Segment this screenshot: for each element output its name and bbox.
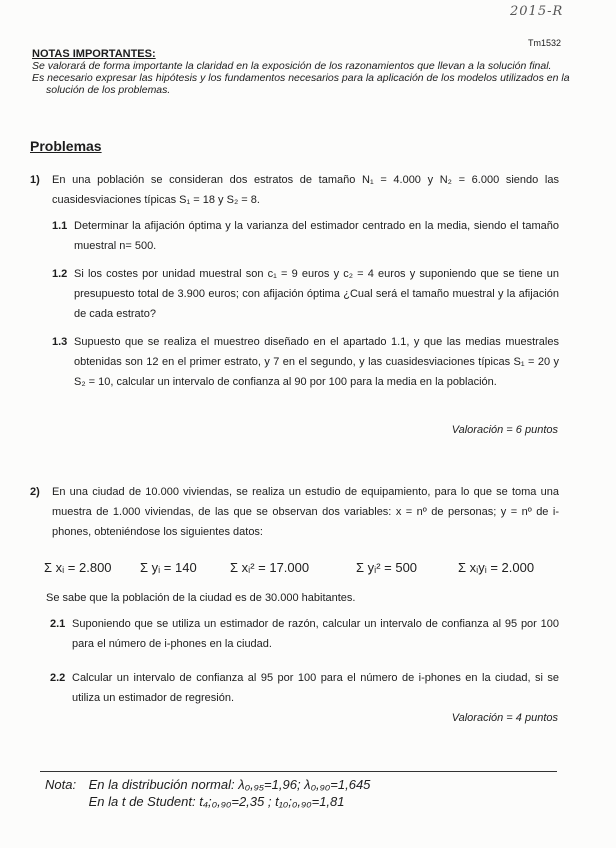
- important-notes: [32, 48, 572, 96]
- footnote-normal: En la distribución normal: λ₀,₉₅=1,96; λ₀,₉₀=1,645: [88, 777, 371, 792]
- problems-heading: Problemas: [30, 138, 102, 154]
- problem-1-2-text: Si los costes por unidad muestral son c₁ = 9 euros y c₂ = 4 euros y suponiendo que se tiene un presupuesto total de 3.900 euros; con afijación óptima ¿Cual será el tamaño muestral y la afijación de cada estrato?: [74, 268, 559, 320]
- sum-x: Σ xᵢ = 2.800: [44, 560, 112, 575]
- problem-2-1: [50, 614, 559, 654]
- notes-title: NOTAS IMPORTANTES:: [32, 48, 156, 60]
- problem-2-valuation: Valoración = 4 puntos: [451, 712, 558, 724]
- sum-y-squared: Σ yᵢ² = 500: [356, 560, 418, 575]
- problem-2-intro: [30, 482, 559, 542]
- sum-y: Σ yᵢ = 140: [140, 560, 197, 575]
- problem-1-intro: [30, 170, 559, 210]
- problem-1-3-number: 1.3: [52, 336, 68, 348]
- problem-1-1: [52, 216, 559, 256]
- problem-1-1-text: Determinar la afijación óptima y la varianza del estimador centrado en la media, siendo el tamaño muestral n= 500.: [74, 220, 559, 252]
- problem-1-number: 1): [30, 174, 40, 186]
- problem-2-text: En una ciudad de 10.000 viviendas, se realiza un estudio de equipamiento, para lo que se toma una muestra de 1.000 viviendas, de las que se observan dos variables: x = nº de personas; y = nº de i-phones, obteniéndose los siguientes datos:: [52, 486, 559, 538]
- problem-1-1-number: 1.1: [52, 220, 68, 232]
- problem-2-2: [50, 668, 559, 708]
- problem-1-text: En una población se consideran dos estratos de tamaño N₁ = 4.000 y N₂ = 6.000 siendo las cuasidesviaciones típicas S₁ = 18 y S₂ = 8.: [52, 174, 559, 206]
- sum-x-squared: Σ xᵢ² = 17.000: [230, 560, 310, 575]
- problem-1-valuation: Valoración = 6 puntos: [451, 424, 558, 436]
- problem-2-1-number: 2.1: [50, 618, 66, 630]
- sum-xy: Σ xᵢyᵢ = 2.000: [458, 560, 535, 575]
- footnote-divider: [40, 771, 557, 772]
- problem-1-3-text: Supuesto que se realiza el muestreo diseñado en el apartado 1.1, y que las medias muestrales obtenidas son 12 en el primer estrato, y 7 en el segundo, y las cuasidesviaciones típicas S₁ = 20 y S₂ = 10, calcular un intervalo de confianza al 90 por 100 para la media en la población.: [74, 336, 559, 388]
- notes-line-1: Se valorará de forma importante la claridad en la exposición de los razonamientos que llevan a la solución final.: [32, 60, 552, 72]
- footnote-label: Nota:: [45, 777, 77, 792]
- problem-1-2: [52, 264, 559, 324]
- document-code: Tm1532: [528, 38, 562, 48]
- handwritten-note: 2015-R: [510, 4, 564, 19]
- problem-1-2-number: 1.2: [52, 268, 68, 280]
- population-note: Se sabe que la población de la ciudad es de 30.000 habitantes.: [46, 592, 356, 604]
- notes-line-2: Es necesario expresar las hipótesis y los fundamentos necesarios para la aplicación de los modelos utilizados en la solución de los problemas.: [32, 72, 570, 96]
- problem-2-2-text: Calcular un intervalo de confianza al 95 por 100 para el número de i-phones en la ciudad, si se utiliza un estimador de regresión.: [72, 672, 559, 704]
- problem-2-2-number: 2.2: [50, 672, 66, 684]
- problem-1-3: [52, 332, 559, 392]
- footnote: [45, 776, 370, 810]
- footnote-student: En la t de Student: t₄;₀,₉₀=2,35 ; t₁₀;₀,₉₀=1,81: [88, 794, 345, 809]
- problem-2-1-text: Suponiendo que se utiliza un estimador de razón, calcular un intervalo de confianza al 95 por 100 para el número de i-phones en la ciudad.: [72, 618, 559, 650]
- problem-2-number: 2): [30, 486, 40, 498]
